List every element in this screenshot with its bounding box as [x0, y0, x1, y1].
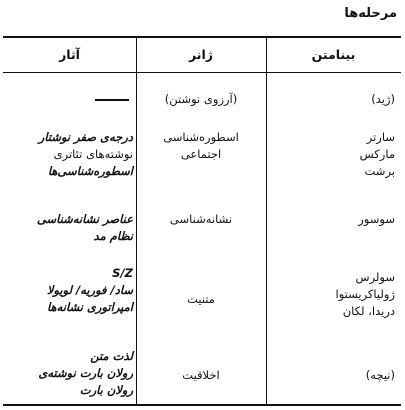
header-divider — [3, 72, 401, 73]
row1-works-dash — [95, 99, 129, 101]
row4-works: S/Z ساد/ فوریه/ لویولا امپراتوری نشانه‌ها — [46, 266, 133, 314]
page-title: مرحله‌ها — [344, 6, 397, 21]
stages-table — [3, 36, 401, 406]
column-divider — [136, 38, 137, 404]
row5-genre: اخلاقیت — [182, 368, 220, 382]
row1-intertext: (ژید) — [371, 92, 395, 106]
header-genre: ژانر — [189, 47, 213, 62]
row2-intertext: سارتر مارکس برشت — [359, 130, 395, 178]
row5-works: لذت متن رولان بارت نوشته‌ی رولان بارت — [38, 349, 133, 397]
row1-works — [9, 99, 133, 101]
header-intertext: بینامتن — [311, 47, 356, 62]
row4-genre: متنیت — [187, 292, 215, 306]
row3-intertext: سوسور — [358, 212, 395, 226]
header-works: آثار — [59, 47, 80, 62]
row3-works: عناصر نشانه‌شناسی نظام مد — [36, 212, 133, 243]
row4-intertext: سولرس ژولیاکریستوا دریدا، لکان — [335, 270, 395, 318]
row3-genre: نشانه‌شناسی — [169, 212, 233, 226]
row5-intertext: (نیچه) — [365, 368, 395, 382]
row2-genre: اسطوره‌شناسی اجتماعی — [163, 130, 239, 161]
row2-works: درجه‌ی صفر نوشتار نوشته‌های تئاتری اسطوره‌شناسی‌ها — [38, 130, 133, 178]
column-divider — [266, 38, 267, 404]
row1-genre: (آرزوی نوشتن) — [164, 92, 238, 106]
